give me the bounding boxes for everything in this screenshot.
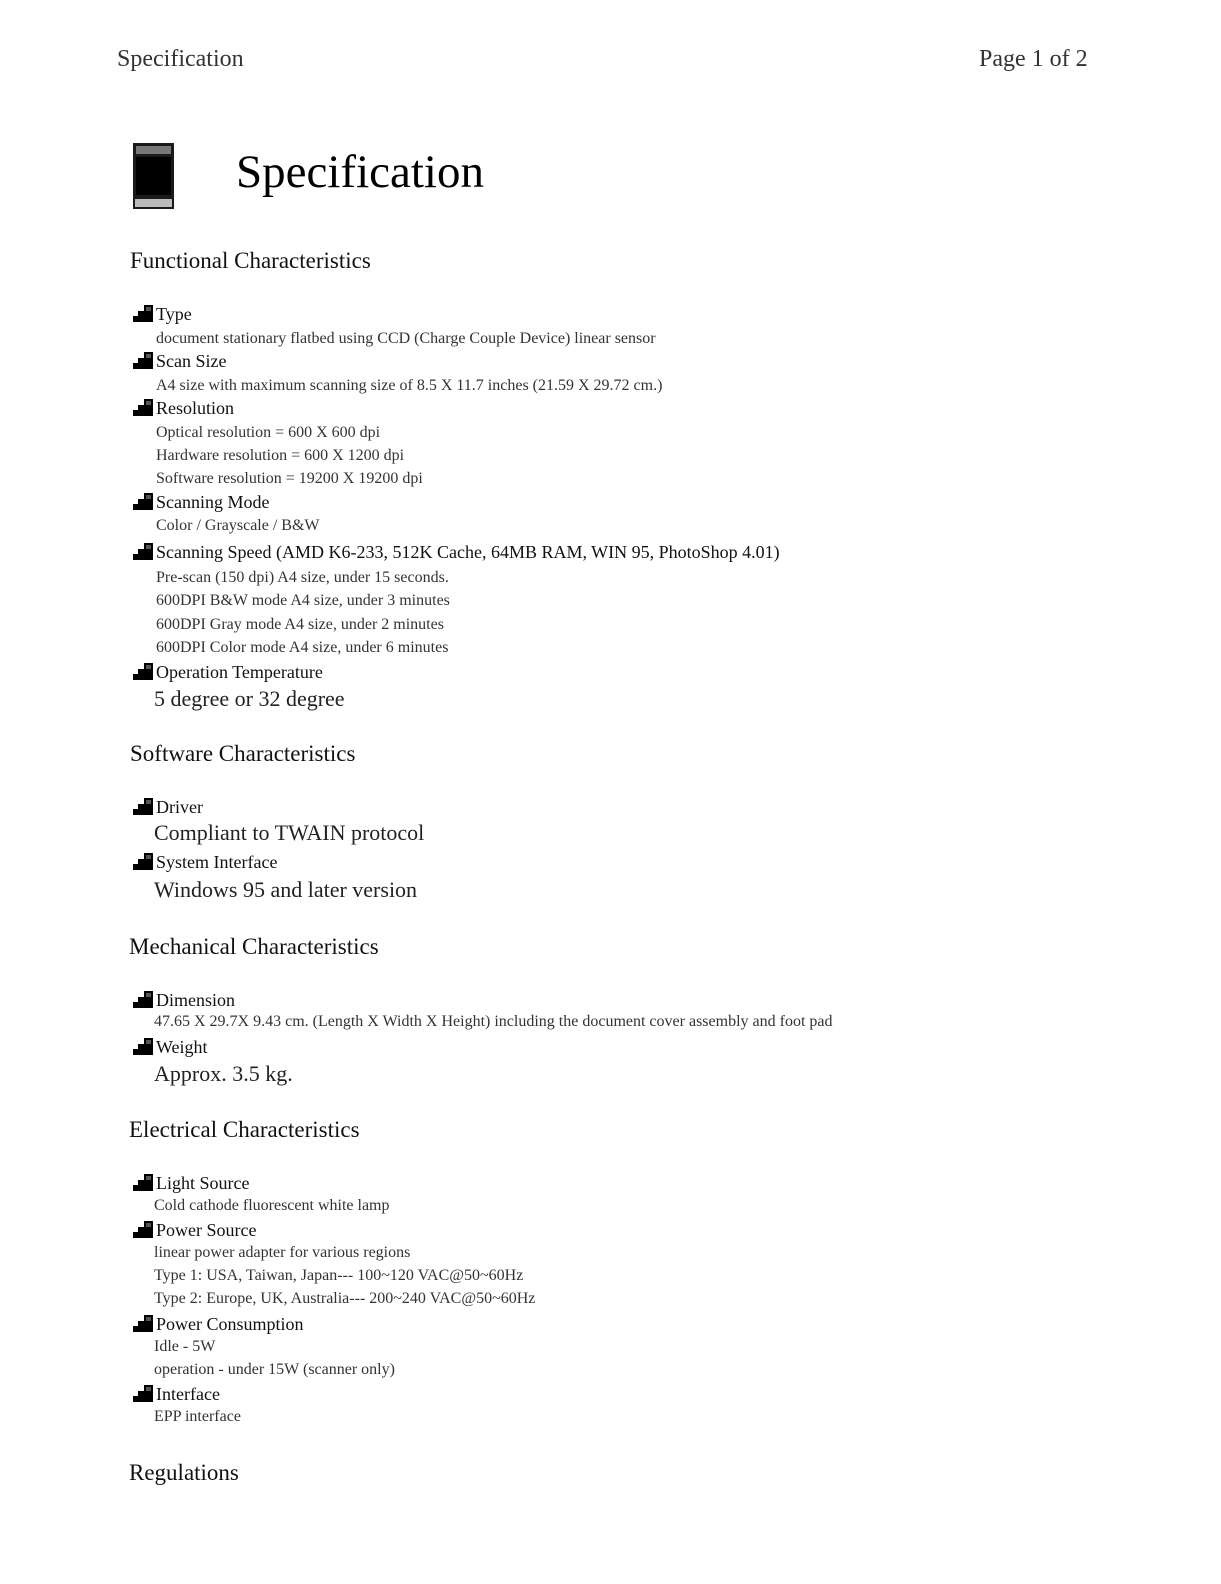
item-power-source [133, 1220, 256, 1241]
item-value: linear power adapter for various regions [154, 1244, 411, 1261]
item-dimension [133, 990, 235, 1011]
item-label: Weight [156, 1037, 208, 1057]
item-value: EPP interface [154, 1408, 241, 1425]
item-label: Scan Size [156, 351, 227, 371]
bullet-icon [133, 663, 153, 680]
item-value: Type 1: USA, Taiwan, Japan--- 100~120 VAC@50~60Hz [154, 1267, 524, 1284]
item-value: 5 degree or 32 degree [154, 686, 345, 711]
item-interface [133, 1384, 220, 1405]
bullet-icon [133, 1385, 153, 1402]
item-type [133, 304, 192, 325]
section-heading-regulations: Regulations [129, 1460, 239, 1485]
item-value: Optical resolution = 600 X 600 dpi [156, 424, 381, 441]
item-scanning-speed [133, 542, 780, 563]
item-value: Pre-scan (150 dpi) A4 size, under 15 seconds. [156, 569, 449, 586]
item-label: Power Consumption [156, 1314, 304, 1334]
document-icon [132, 143, 175, 209]
item-label: Power Source [156, 1220, 257, 1240]
item-label: Interface [156, 1384, 220, 1404]
item-scan-size [133, 351, 226, 372]
item-label: Driver [156, 797, 203, 817]
item-value: 47.65 X 29.7X 9.43 cm. (Length X Width X Height) including the document cover assembly and foot pad [154, 1013, 833, 1030]
item-label: Operation Temperature [156, 662, 323, 682]
item-value: Approx. 3.5 kg. [154, 1061, 293, 1086]
bullet-icon [133, 1174, 153, 1191]
item-value: Color / Grayscale / B&W [156, 517, 320, 534]
item-operation-temperature [133, 662, 323, 683]
item-value: Hardware resolution = 600 X 1200 dpi [156, 447, 405, 464]
bullet-icon [133, 352, 153, 369]
section-heading-mechanical: Mechanical Characteristics [129, 934, 379, 959]
bullet-icon [133, 493, 153, 510]
item-weight [133, 1037, 208, 1058]
bullet-icon [133, 1315, 153, 1332]
item-resolution [133, 398, 234, 419]
bullet-icon [133, 1038, 153, 1055]
bullet-icon [133, 853, 153, 870]
item-label: Light Source [156, 1173, 250, 1193]
item-value: Cold cathode fluorescent white lamp [154, 1197, 390, 1214]
item-value: Windows 95 and later version [154, 877, 418, 902]
item-label: System Interface [156, 852, 278, 872]
bullet-icon [133, 399, 153, 416]
item-label: Resolution [156, 398, 235, 418]
item-value: 600DPI Gray mode A4 size, under 2 minutes [156, 616, 444, 633]
item-note: (AMD K6-233, 512K Cache, 64MB RAM, WIN 95, PhotoShop 4.01) [275, 542, 780, 562]
item-value: document stationary flatbed using CCD (Charge Couple Device) linear sensor [156, 330, 656, 347]
item-value: Type 2: Europe, UK, Australia--- 200~240 VAC@50~60Hz [154, 1290, 536, 1307]
item-value: operation - under 15W (scanner only) [154, 1361, 395, 1378]
bullet-icon [133, 305, 153, 322]
item-power-consumption [133, 1314, 304, 1335]
document-title: Specification [236, 146, 484, 198]
section-heading-functional: Functional Characteristics [130, 248, 371, 273]
item-value: Software resolution = 19200 X 19200 dpi [156, 470, 423, 487]
item-value: Idle - 5W [154, 1338, 216, 1355]
section-heading-electrical: Electrical Characteristics [129, 1117, 360, 1142]
item-value: 600DPI B&W mode A4 size, under 3 minutes [156, 592, 450, 609]
item-system-interface [133, 852, 277, 873]
item-value: A4 size with maximum scanning size of 8.5 X 11.7 inches (21.59 X 29.72 cm.) [156, 377, 663, 394]
item-value: Compliant to TWAIN protocol [154, 820, 425, 845]
item-scanning-mode [133, 492, 269, 513]
section-heading-software: Software Characteristics [130, 741, 356, 766]
item-driver [133, 797, 203, 818]
item-light-source [133, 1173, 249, 1194]
bullet-icon [133, 1221, 153, 1238]
header-page-number: Page 1 of 2 [979, 46, 1088, 72]
item-label: Dimension [156, 990, 235, 1010]
item-label: Scanning Speed [156, 542, 272, 562]
bullet-icon [133, 798, 153, 815]
item-value: 600DPI Color mode A4 size, under 6 minutes [156, 639, 449, 656]
bullet-icon [133, 543, 153, 560]
bullet-icon [133, 991, 153, 1008]
item-label: Type [156, 304, 192, 324]
header-title: Specification [117, 46, 244, 72]
item-label: Scanning Mode [156, 492, 270, 512]
